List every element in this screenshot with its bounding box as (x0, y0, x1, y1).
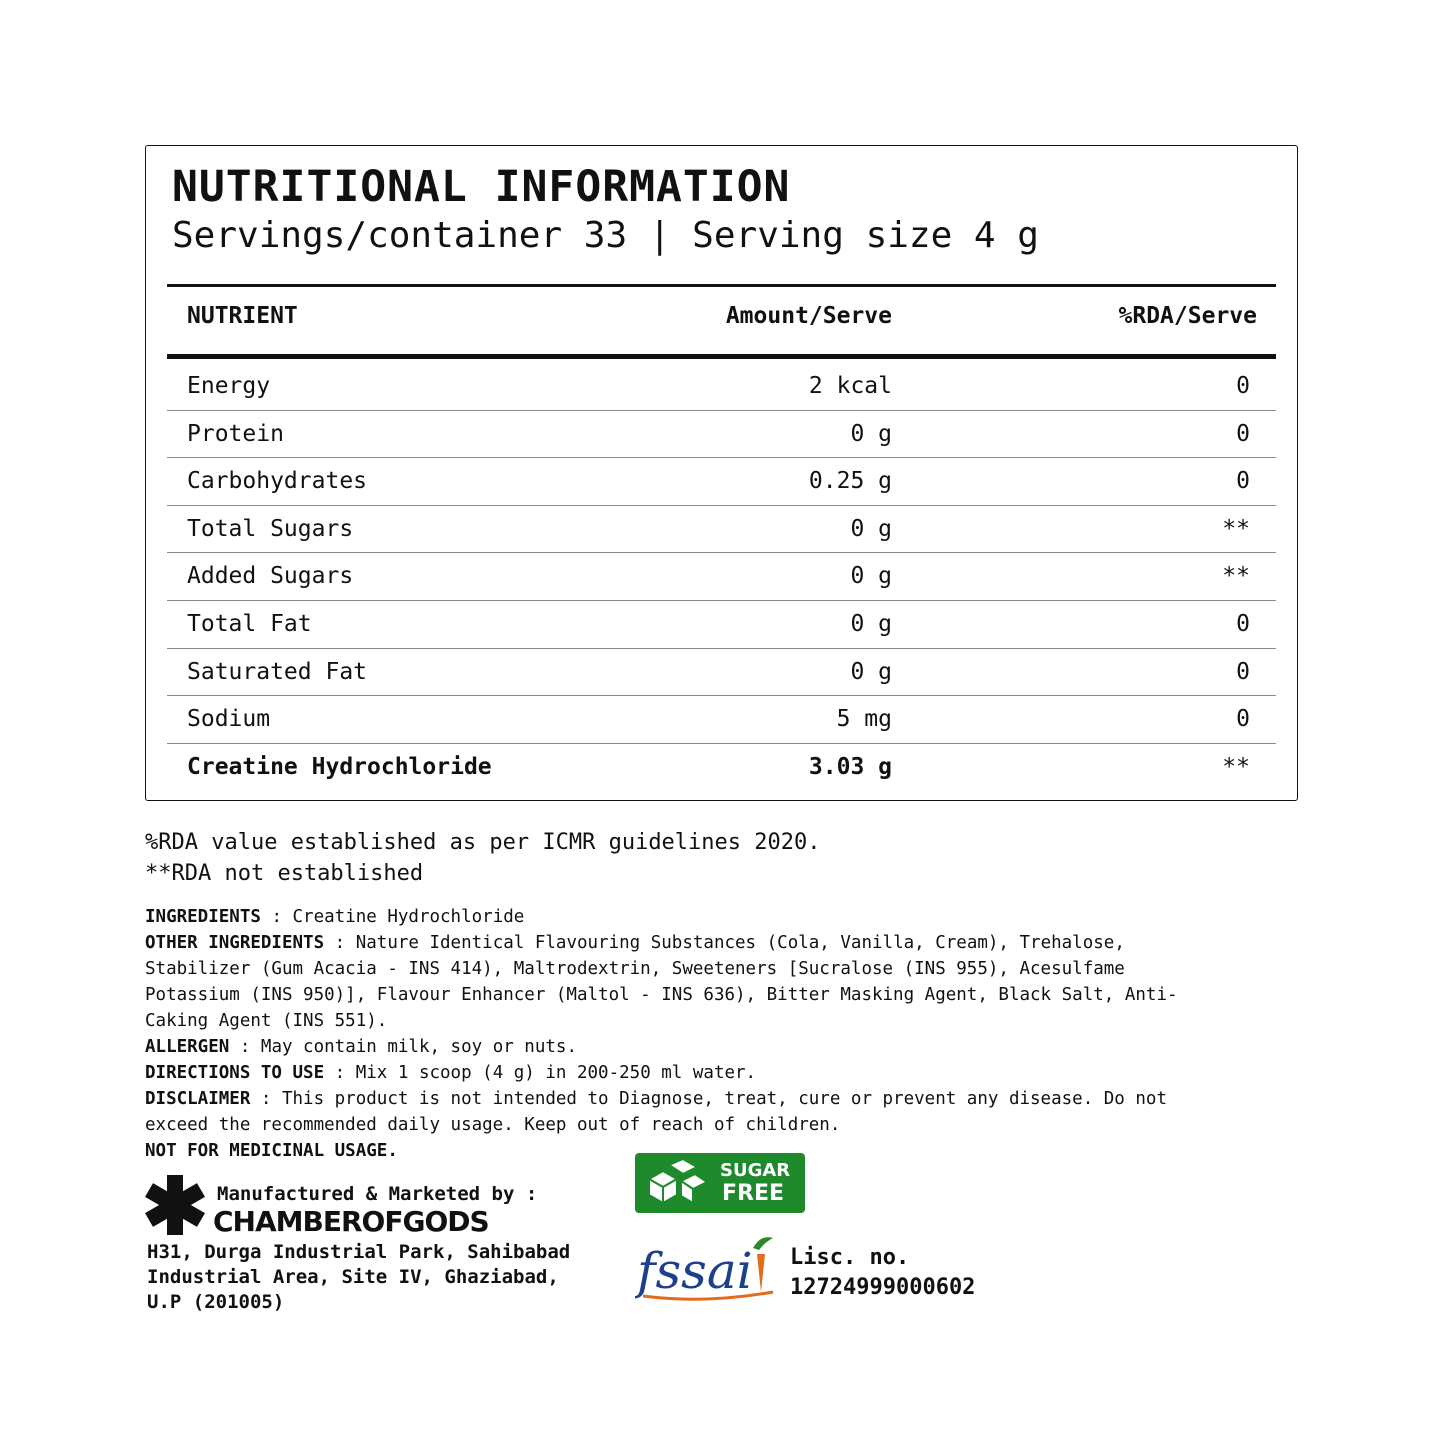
nutrient-amount: 0 g (850, 563, 892, 590)
nutrient-name: Total Fat (187, 610, 312, 637)
nutrient-name: Energy (187, 373, 271, 399)
nutrient-rda: 0 (1236, 373, 1250, 399)
rda-note: **RDA not established (145, 861, 424, 886)
table-row (167, 411, 1276, 459)
ingredients-block (145, 904, 1275, 1164)
table-row (167, 553, 1276, 601)
header-nutrient: NUTRIENT (187, 303, 298, 329)
table-row (167, 506, 1276, 554)
divider (167, 284, 1276, 287)
other-ingredients-label: OTHER INGREDIENTS (145, 933, 325, 953)
other-ingredients-line (145, 930, 1275, 956)
nutrient-rda: 0 (1236, 706, 1250, 733)
panel-subtitle: Servings/container 33 | Serving size 4 g (172, 215, 1039, 256)
ingredients-line (145, 904, 1275, 930)
license-label: Lisc. no. (790, 1245, 910, 1270)
directions-label: DIRECTIONS TO USE (145, 1063, 325, 1083)
nutrient-amount: 0 g (850, 515, 892, 542)
license-block (790, 1243, 975, 1303)
header-amount: Amount/Serve (725, 303, 892, 329)
nutrient-rda: ** (1222, 753, 1250, 780)
table-row (167, 363, 1276, 411)
rda-notes (145, 827, 821, 889)
table-row (167, 458, 1276, 506)
directions-text: : Mix 1 scoop (4 g) in 200-250 ml water. (324, 1063, 757, 1083)
address-line: U.P (201005) (147, 1291, 285, 1313)
panel-title: NUTRITIONAL INFORMATION (172, 162, 791, 212)
nutrition-panel (145, 145, 1298, 801)
directions-line (145, 1060, 1275, 1086)
nutrient-name: Total Sugars (187, 515, 354, 542)
nutrient-name: Added Sugars (187, 563, 354, 590)
sugar-cubes-icon (645, 1159, 707, 1207)
nutrient-rda: 0 (1236, 420, 1250, 447)
brand-name: CHAMBEROFGODS (213, 1205, 489, 1238)
not-medicinal-text: NOT FOR MEDICINAL USAGE. (145, 1141, 398, 1161)
fssai-logo-text: fssai (637, 1242, 753, 1300)
nutrient-rda: 0 (1236, 658, 1250, 685)
table-row (167, 601, 1276, 649)
other-ingredients-text: Stabilizer (Gum Acacia - INS 414), Maltrodextrin, Sweeteners [Sucralose (INS 955), Acesulfame (145, 959, 1125, 979)
rda-note: %RDA value established as per ICMR guidelines 2020. (145, 830, 821, 855)
nutrient-table (167, 363, 1276, 791)
disclaimer-text: : This product is not intended to Diagnose, treat, cure or prevent any disease. Do not (250, 1089, 1167, 1109)
address-line: Industrial Area, Site IV, Ghaziabad, (147, 1266, 559, 1288)
nutrient-amount: 0.25 g (808, 468, 892, 495)
manufacturer-label: Manufactured & Marketed by : (217, 1183, 538, 1205)
badge-line1: SUGAR (720, 1160, 791, 1181)
nutrient-rda: ** (1222, 563, 1250, 590)
nutrient-amount: 5 mg (836, 706, 892, 733)
nutrient-name: Sodium (187, 706, 271, 733)
nutrient-name: Carbohydrates (187, 468, 368, 495)
header-divider (167, 354, 1276, 359)
address-line: H31, Durga Industrial Park, Sahibabad (147, 1241, 571, 1263)
disclaimer-line (145, 1086, 1275, 1112)
ingredients-text: : Creatine Hydrochloride (260, 907, 525, 927)
license-number: 12724999000602 (790, 1275, 976, 1300)
allergen-label: ALLERGEN (145, 1037, 230, 1057)
nutrient-rda: 0 (1236, 468, 1250, 495)
nutrient-rda: ** (1222, 515, 1250, 542)
disclaimer-label: DISCLAIMER (145, 1089, 251, 1109)
fssai-logo (635, 1230, 780, 1305)
nutrient-amount: 0 g (850, 420, 892, 447)
table-row (167, 696, 1276, 744)
other-ingredients-text: : Nature Identical Flavouring Substances (Cola, Vanilla, Cream), Trehalose, (324, 933, 1125, 953)
other-ingredients-text: Caking Agent (INS 551). (145, 1011, 388, 1031)
nutrient-name: Saturated Fat (187, 658, 368, 685)
manufacturer-address (147, 1240, 570, 1315)
nutrient-amount: 3.03 g (808, 753, 892, 780)
other-ingredients-text: Potassium (INS 950)], Flavour Enhancer (Maltol - INS 636), Bitter Masking Agent, Black Salt, Anti- (145, 985, 1178, 1005)
table-row (167, 649, 1276, 697)
nutrient-name: Creatine Hydrochloride (187, 753, 492, 780)
sugar-free-badge (635, 1153, 805, 1213)
ingredients-label: INGREDIENTS (145, 907, 261, 927)
asterisk-logo-icon (145, 1175, 205, 1235)
badge-line2: FREE (722, 1181, 785, 1206)
nutrient-amount: 0 g (850, 658, 892, 685)
header-rda: %RDA/Serve (1118, 303, 1257, 329)
allergen-text: : May contain milk, soy or nuts. (229, 1037, 577, 1057)
nutrient-amount: 0 g (850, 610, 892, 637)
table-row (167, 744, 1276, 792)
nutrient-rda: 0 (1236, 610, 1250, 637)
nutrient-amount: 2 kcal (808, 373, 892, 399)
allergen-line (145, 1034, 1275, 1060)
disclaimer-text: exceed the recommended daily usage. Keep out of reach of children. (145, 1115, 841, 1135)
nutrient-name: Protein (187, 420, 284, 447)
